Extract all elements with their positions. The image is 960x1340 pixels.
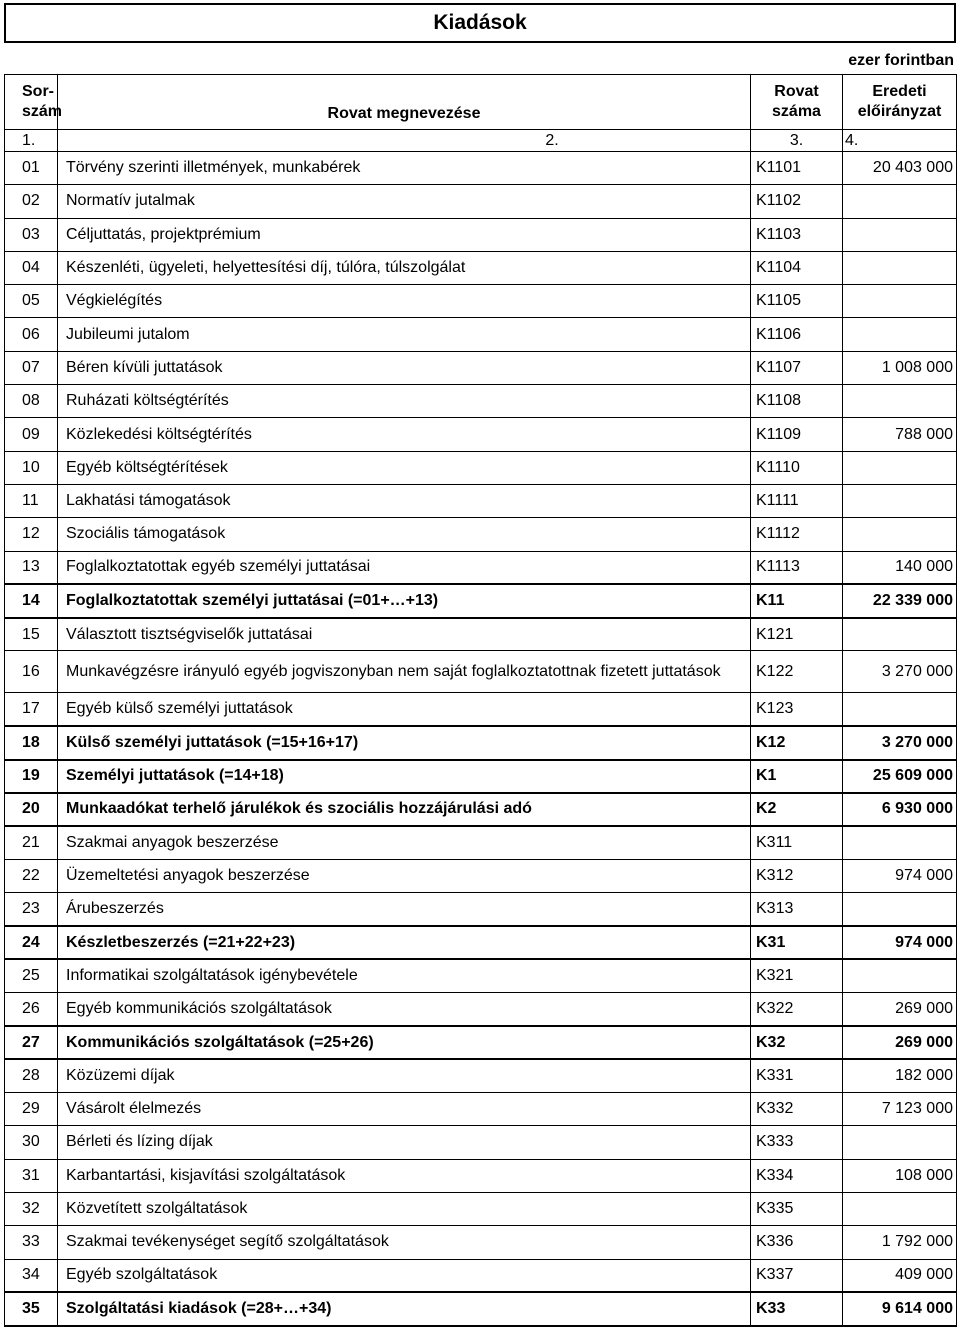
row-value bbox=[843, 618, 957, 651]
row-name: Szakmai anyagok beszerzése bbox=[58, 826, 751, 859]
row-number: 12 bbox=[5, 518, 58, 551]
row-name: Egyéb kommunikációs szolgáltatások bbox=[58, 993, 751, 1026]
table-row bbox=[5, 618, 957, 651]
row-code: K331 bbox=[751, 1059, 843, 1092]
row-value bbox=[843, 185, 957, 218]
table-row bbox=[5, 1226, 957, 1259]
row-code: K334 bbox=[751, 1159, 843, 1192]
table-row bbox=[5, 484, 957, 517]
row-name: Vásárolt élelmezés bbox=[58, 1093, 751, 1126]
row-name: Választott tisztségviselők juttatásai bbox=[58, 618, 751, 651]
row-code: K1113 bbox=[751, 551, 843, 584]
table-row bbox=[5, 584, 957, 617]
row-number: 06 bbox=[5, 318, 58, 351]
row-number: 04 bbox=[5, 251, 58, 284]
row-number: 15 bbox=[5, 618, 58, 651]
row-code: K33 bbox=[751, 1292, 843, 1325]
row-value: 788 000 bbox=[843, 418, 957, 451]
row-value: 22 339 000 bbox=[843, 584, 957, 617]
row-name: Bérleti és lízing díjak bbox=[58, 1126, 751, 1159]
column-index-4: 4. bbox=[843, 130, 957, 152]
row-number: 28 bbox=[5, 1059, 58, 1092]
row-name: Béren kívüli juttatások bbox=[58, 351, 751, 384]
row-number: 23 bbox=[5, 893, 58, 926]
row-name: Munkavégzésre irányuló egyéb jogviszonyban nem saját foglalkoztatottnak fizetett juttatások bbox=[58, 651, 751, 693]
row-name: Egyéb külső személyi juttatások bbox=[58, 693, 751, 726]
row-number: 07 bbox=[5, 351, 58, 384]
row-code: K122 bbox=[751, 651, 843, 693]
row-name: Karbantartási, kisjavítási szolgáltatások bbox=[58, 1159, 751, 1192]
row-value: 974 000 bbox=[843, 926, 957, 959]
row-name: Végkielégítés bbox=[58, 285, 751, 318]
table-row bbox=[5, 518, 957, 551]
row-code: K123 bbox=[751, 693, 843, 726]
row-name: Lakhatási támogatások bbox=[58, 484, 751, 517]
row-value bbox=[843, 251, 957, 284]
row-code: K121 bbox=[751, 618, 843, 651]
row-name: Szolgáltatási kiadások (=28+…+34) bbox=[58, 1292, 751, 1325]
table-row bbox=[5, 893, 957, 926]
row-code: K1104 bbox=[751, 251, 843, 284]
row-number: 34 bbox=[5, 1259, 58, 1292]
row-value: 1 008 000 bbox=[843, 351, 957, 384]
row-name: Árubeszerzés bbox=[58, 893, 751, 926]
row-value: 3 270 000 bbox=[843, 651, 957, 693]
row-number: 14 bbox=[5, 584, 58, 617]
row-code: K11 bbox=[751, 584, 843, 617]
table-row bbox=[5, 551, 957, 584]
row-number: 11 bbox=[5, 484, 58, 517]
row-value bbox=[843, 451, 957, 484]
row-name: Foglalkoztatottak személyi juttatásai (=01+…+13) bbox=[58, 584, 751, 617]
row-code: K311 bbox=[751, 826, 843, 859]
row-value bbox=[843, 318, 957, 351]
row-value bbox=[843, 826, 957, 859]
row-name: Ruházati költségtérítés bbox=[58, 385, 751, 418]
row-code: K335 bbox=[751, 1192, 843, 1225]
row-code: K321 bbox=[751, 959, 843, 992]
row-value: 7 123 000 bbox=[843, 1093, 957, 1126]
table-row bbox=[5, 251, 957, 284]
column-index-1: 1. bbox=[5, 130, 58, 152]
row-name: Készletbeszerzés (=21+22+23) bbox=[58, 926, 751, 959]
row-name: Céljuttatás, projektprémium bbox=[58, 218, 751, 251]
row-number: 01 bbox=[5, 152, 58, 185]
row-code: K1103 bbox=[751, 218, 843, 251]
row-value bbox=[843, 1126, 957, 1159]
table-row bbox=[5, 1292, 957, 1325]
row-number: 08 bbox=[5, 385, 58, 418]
table-row bbox=[5, 451, 957, 484]
row-number: 33 bbox=[5, 1226, 58, 1259]
table-row bbox=[5, 760, 957, 793]
row-name: Szociális támogatások bbox=[58, 518, 751, 551]
row-name: Egyéb költségtérítések bbox=[58, 451, 751, 484]
row-name: Külső személyi juttatások (=15+16+17) bbox=[58, 726, 751, 759]
row-code: K12 bbox=[751, 726, 843, 759]
row-value bbox=[843, 218, 957, 251]
header-value-line2: előirányzat bbox=[857, 103, 942, 120]
row-number: 02 bbox=[5, 185, 58, 218]
row-name: Közlekedési költségtérítés bbox=[58, 418, 751, 451]
page-title: Kiadások bbox=[4, 3, 956, 43]
row-value: 1 792 000 bbox=[843, 1226, 957, 1259]
row-code: K1105 bbox=[751, 285, 843, 318]
row-code: K1109 bbox=[751, 418, 843, 451]
table-row bbox=[5, 693, 957, 726]
row-value: 9 614 000 bbox=[843, 1292, 957, 1325]
table-row bbox=[5, 185, 957, 218]
row-number: 22 bbox=[5, 859, 58, 892]
row-name: Közvetített szolgáltatások bbox=[58, 1192, 751, 1225]
row-name: Foglalkoztatottak egyéb személyi juttatásai bbox=[58, 551, 751, 584]
row-name: Törvény szerinti illetmények, munkabérek bbox=[58, 152, 751, 185]
row-value bbox=[843, 484, 957, 517]
table-row bbox=[5, 385, 957, 418]
row-number: 31 bbox=[5, 1159, 58, 1192]
table-row bbox=[5, 1093, 957, 1126]
table-row bbox=[5, 318, 957, 351]
header-code bbox=[751, 75, 843, 130]
row-number: 21 bbox=[5, 826, 58, 859]
row-name: Egyéb szolgáltatások bbox=[58, 1259, 751, 1292]
header-sor bbox=[5, 75, 63, 130]
table-row bbox=[5, 651, 957, 693]
row-number: 03 bbox=[5, 218, 58, 251]
row-code: K2 bbox=[751, 793, 843, 826]
row-code: K1112 bbox=[751, 518, 843, 551]
unit-label: ezer forintban bbox=[848, 52, 954, 69]
row-number: 29 bbox=[5, 1093, 58, 1126]
table-row bbox=[5, 1159, 957, 1192]
row-code: K337 bbox=[751, 1259, 843, 1292]
row-number: 26 bbox=[5, 993, 58, 1026]
row-code: K1111 bbox=[751, 484, 843, 517]
row-value: 3 270 000 bbox=[843, 726, 957, 759]
row-number: 16 bbox=[5, 651, 58, 693]
row-name: Üzemeltetési anyagok beszerzése bbox=[58, 859, 751, 892]
row-value: 269 000 bbox=[843, 993, 957, 1026]
row-number: 13 bbox=[5, 551, 58, 584]
row-value bbox=[843, 518, 957, 551]
row-code: K1102 bbox=[751, 185, 843, 218]
row-value bbox=[843, 893, 957, 926]
header-sor-line1: Sor- bbox=[22, 83, 54, 100]
row-value: 269 000 bbox=[843, 1026, 957, 1059]
row-name: Kommunikációs szolgáltatások (=25+26) bbox=[58, 1026, 751, 1059]
column-index-2: 2. bbox=[58, 130, 751, 152]
table-row bbox=[5, 152, 957, 185]
row-code: K322 bbox=[751, 993, 843, 1026]
row-number: 25 bbox=[5, 959, 58, 992]
row-code: K1108 bbox=[751, 385, 843, 418]
row-code: K1107 bbox=[751, 351, 843, 384]
table-row bbox=[5, 993, 957, 1026]
table-row bbox=[5, 793, 957, 826]
header-value bbox=[843, 75, 957, 130]
row-value: 409 000 bbox=[843, 1259, 957, 1292]
row-value bbox=[843, 385, 957, 418]
table-header-row bbox=[5, 75, 957, 130]
row-number: 35 bbox=[5, 1292, 58, 1325]
table-row bbox=[5, 418, 957, 451]
row-value bbox=[843, 1192, 957, 1225]
row-name: Közüzemi díjak bbox=[58, 1059, 751, 1092]
row-value: 20 403 000 bbox=[843, 152, 957, 185]
row-value bbox=[843, 285, 957, 318]
row-number: 10 bbox=[5, 451, 58, 484]
table-body bbox=[5, 152, 957, 1326]
row-code: K336 bbox=[751, 1226, 843, 1259]
row-value: 140 000 bbox=[843, 551, 957, 584]
table-row bbox=[5, 1259, 957, 1292]
table-row bbox=[5, 726, 957, 759]
row-number: 19 bbox=[5, 760, 58, 793]
row-code: K332 bbox=[751, 1093, 843, 1126]
expenses-table bbox=[4, 74, 957, 1327]
row-name: Szakmai tevékenységet segítő szolgáltatások bbox=[58, 1226, 751, 1259]
row-value: 974 000 bbox=[843, 859, 957, 892]
row-value: 6 930 000 bbox=[843, 793, 957, 826]
header-name: Rovat megnevezése bbox=[58, 75, 751, 130]
row-number: 24 bbox=[5, 926, 58, 959]
row-code: K333 bbox=[751, 1126, 843, 1159]
row-name: Informatikai szolgáltatások igénybevétele bbox=[58, 959, 751, 992]
table-row bbox=[5, 218, 957, 251]
row-number: 17 bbox=[5, 693, 58, 726]
header-value-line1: Eredeti bbox=[872, 83, 927, 100]
table-row bbox=[5, 959, 957, 992]
row-code: K1106 bbox=[751, 318, 843, 351]
row-code: K32 bbox=[751, 1026, 843, 1059]
row-value: 25 609 000 bbox=[843, 760, 957, 793]
row-code: K1 bbox=[751, 760, 843, 793]
table-row bbox=[5, 1126, 957, 1159]
header-sor-line2: szám bbox=[22, 103, 63, 120]
row-code: K313 bbox=[751, 893, 843, 926]
row-code: K31 bbox=[751, 926, 843, 959]
row-name: Munkaadókat terhelő járulékok és szociális hozzájárulási adó bbox=[58, 793, 751, 826]
row-code: K312 bbox=[751, 859, 843, 892]
table-row bbox=[5, 826, 957, 859]
row-code: K1101 bbox=[751, 152, 843, 185]
row-value bbox=[843, 959, 957, 992]
column-index-row bbox=[5, 130, 957, 152]
row-number: 27 bbox=[5, 1026, 58, 1059]
row-number: 30 bbox=[5, 1126, 58, 1159]
row-name: Normatív jutalmak bbox=[58, 185, 751, 218]
header-code-line2: száma bbox=[772, 103, 821, 120]
table-row bbox=[5, 351, 957, 384]
row-number: 20 bbox=[5, 793, 58, 826]
row-value bbox=[843, 693, 957, 726]
table-row bbox=[5, 1059, 957, 1092]
row-name: Jubileumi jutalom bbox=[58, 318, 751, 351]
table-row bbox=[5, 926, 957, 959]
row-number: 09 bbox=[5, 418, 58, 451]
row-code: K1110 bbox=[751, 451, 843, 484]
row-value: 108 000 bbox=[843, 1159, 957, 1192]
table-row bbox=[5, 1026, 957, 1059]
row-name: Készenléti, ügyeleti, helyettesítési díj, túlóra, túlszolgálat bbox=[58, 251, 751, 284]
header-code-line1: Rovat bbox=[774, 83, 819, 100]
row-number: 32 bbox=[5, 1192, 58, 1225]
table-row bbox=[5, 859, 957, 892]
table-row bbox=[5, 285, 957, 318]
row-value: 182 000 bbox=[843, 1059, 957, 1092]
row-name: Személyi juttatások (=14+18) bbox=[58, 760, 751, 793]
row-number: 18 bbox=[5, 726, 58, 759]
row-number: 05 bbox=[5, 285, 58, 318]
column-index-3: 3. bbox=[751, 130, 843, 152]
table-row bbox=[5, 1192, 957, 1225]
